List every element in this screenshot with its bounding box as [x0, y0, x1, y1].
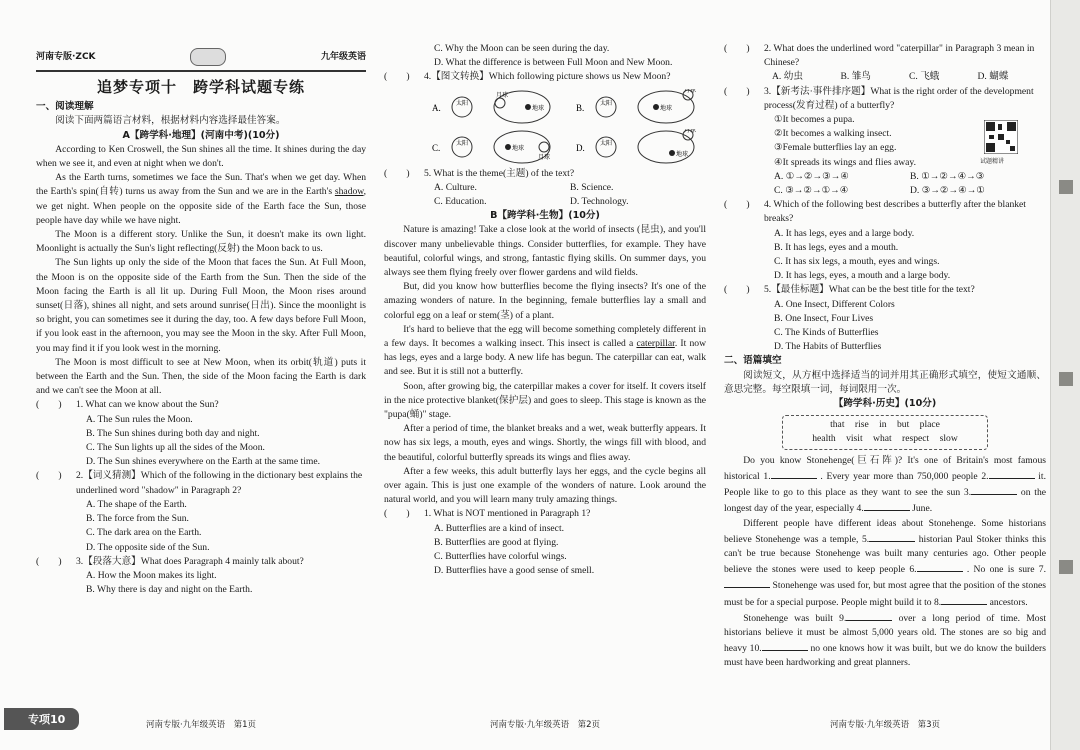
option: D. What the difference is between Full Moon and New Moon. — [434, 57, 673, 69]
option-row — [724, 70, 1046, 84]
page-footer: 河南专版·九年级英语 第3页 — [829, 719, 941, 730]
moon-diagram-b — [576, 89, 706, 125]
answer-blank[interactable]: ( ) — [384, 167, 410, 179]
edge-tab — [1059, 560, 1073, 574]
column-1 — [36, 0, 366, 750]
option: A. ①→②→③→④ — [774, 170, 849, 182]
cloze-paragraph: Stonehenge was built 9. over a long period of time. Most historians believe it must be almost 5,000 years old. The stones are so big and heavy 10. no one knows how it was built, but we do know the builders must have been hardworking and great planners. — [724, 610, 1046, 671]
question — [36, 398, 366, 412]
part-a-label: A【跨学科·地理】(河南中考)(10分) — [122, 129, 280, 141]
step: ③Female butterflies lay an egg. — [774, 142, 897, 154]
section-1-heading: 一、阅读理解 — [36, 101, 94, 113]
option: C. 飞蛾 — [909, 71, 940, 83]
option: D. The Sun shines everywhere on the Earth at the same time. — [86, 456, 321, 468]
moon-label: 月球 — [496, 92, 509, 99]
moon-label: 月球 — [538, 154, 551, 161]
option: B. It has legs, eyes and a mouth. — [774, 241, 899, 253]
answer-blank[interactable]: ( ) — [36, 555, 62, 567]
step: ①It becomes a pupa. — [774, 114, 855, 126]
cloze-blank[interactable] — [771, 468, 817, 479]
question — [36, 469, 366, 497]
paragraph: After a period of time, the blanket breaks and a wet, weak butterfly appears. It now has six legs, a mouth, eyes and wings. Shortly, the wings fill with blood, and the beautiful, colorful butterfly spreads its wings and flies away. — [384, 423, 706, 463]
paragraph: The Moon is a different story. Unlike the Sun, it doesn't make its own light. Moonlight is actually the Sun's light reflecting(反射) the Moon back to us. — [36, 229, 366, 255]
option: D. The opposite side of the Sun. — [86, 541, 210, 553]
earth-label: 地球 — [532, 105, 545, 112]
question — [724, 85, 1046, 113]
question-stem: 3.【段落大意】What does Paragraph 4 mainly talk about? — [76, 555, 304, 567]
answer-blank[interactable]: ( ) — [724, 85, 750, 97]
paragraph: The Sun lights up only the side of the Moon that faces the Sun. At Full Moon, the Moon is on the opposite side of the Earth from the Sun. Then the side of the Moon facing the Earth is all lit up. During Full Moon, the Moon rises around sunset(日落), shines all night, and sets around sunrise(日出). Since the moonlight is so bright, you can sometimes see it during the day, too. A few days before Full Moon, if you look east in the afternoon, you may see the Moon in the sky. After Full Moon, you may find it if you look west in the morning. — [36, 257, 366, 354]
edge-tab — [1059, 372, 1073, 386]
word-bank-line: health visit what respect slow — [812, 433, 958, 445]
cloze-blank[interactable] — [989, 468, 1035, 479]
word-bank-line: that rise in but place — [830, 419, 940, 431]
header-bar — [36, 44, 366, 72]
option: C. It has six legs, a mouth, eyes and wings. — [774, 256, 940, 268]
sun-label: 太阳 — [456, 140, 469, 147]
question-stem: 2. What does the underlined word "caterpillar" in Paragraph 3 mean in Chinese? — [764, 43, 1035, 69]
moon-diagram-a — [432, 89, 562, 125]
question — [724, 283, 1046, 297]
header-left: 河南专版·ZCK — [36, 51, 96, 62]
paragraph: As the Earth turns, sometimes we face the Sun. That's when we get day. When the Earth's spin(自转) turns us away from the Sun and we are in the Earth's shadow, we get night. When people on the opposite side of the Earth face the Sun, those people have day while we have night. — [36, 172, 366, 226]
moon-diagram-d — [576, 129, 706, 165]
option: B. Science. — [570, 181, 614, 193]
answer-blank[interactable]: ( ) — [384, 508, 410, 520]
cloze-blank[interactable] — [869, 531, 915, 542]
answer-blank[interactable]: ( ) — [724, 43, 750, 54]
question-stem: 3.【新考法·事件排序题】What is the right order of the development process(发育过程) of a butterfly? — [764, 85, 1034, 111]
option: C. Butterflies have colorful wings. — [434, 551, 567, 563]
option: A. How the Moon makes its light. — [86, 569, 217, 581]
sun-label: 太阳 — [600, 100, 613, 107]
question-stem: 1. What can we know about the Sun? — [76, 399, 219, 411]
paragraph: Nature is amazing! Take a close look at the world of insects (昆虫), and you'll discover many unbelievable things. Consider butterflies, for example. They have beautiful, colorful wings, and strong, fantastic flying skills. On summer days, you always see them flying freely over flower gardens and wild fields. — [384, 224, 706, 279]
cloze-paragraph: Do you know Stonehenge(巨石阵)? It's one of Britain's most famous historical 1. . Every year more than 750,000 people 2. it. People like to go to this place as they want to see the sun 3. on the longest day of the year, especially 4. June. — [724, 454, 1046, 515]
picture-row — [384, 89, 706, 125]
answer-blank[interactable]: ( ) — [724, 284, 750, 296]
option: C. The Sun lights up all the sides of the Moon. — [86, 442, 265, 454]
page-footer: 河南专版·九年级英语 第2页 — [489, 719, 601, 730]
question-stem: 5.【最佳标题】What can be the best title for the text? — [764, 284, 975, 296]
question — [384, 507, 706, 521]
adjacent-page-edge — [1050, 0, 1080, 750]
question — [384, 167, 706, 181]
option-letter: B. — [576, 102, 585, 113]
word-bank — [782, 415, 988, 449]
question — [384, 70, 706, 84]
paragraph: The Moon is most difficult to see at New Moon, when its orbit(轨道) puts it between the Earth and the Sun. Then, the side of the Moon facing the Earth is dark and we can't see the Moon at all. — [36, 356, 366, 397]
option: A. The Sun rules the Moon. — [86, 413, 193, 425]
question-stem: 5. What is the theme(主题) of the text? — [424, 167, 575, 179]
page-footer: 河南专版·九年级英语 第1页 — [145, 719, 257, 730]
cloze-blank[interactable] — [971, 484, 1017, 495]
option-row — [384, 181, 706, 195]
option: D. Butterflies have a good sense of smell. — [434, 565, 595, 577]
option: B. One Insect, Four Lives — [774, 312, 874, 324]
section-tag: 专项10 — [4, 708, 79, 730]
step: ②It becomes a walking insect. — [774, 128, 892, 140]
option: D. ③→②→④→① — [910, 185, 985, 197]
question-stem: 4.【图文转换】Which following picture shows us New Moon? — [424, 71, 671, 83]
moon-diagram-c — [432, 129, 562, 165]
option: B. ①→②→④→③ — [910, 170, 985, 182]
cloze-blank[interactable] — [724, 577, 770, 588]
answer-blank[interactable]: ( ) — [384, 71, 410, 83]
option: A. The shape of the Earth. — [86, 498, 187, 510]
option-letter: C. — [432, 142, 441, 153]
earth-label: 地球 — [512, 145, 525, 152]
question — [36, 555, 366, 569]
cloze-blank[interactable] — [941, 594, 987, 605]
cloze-paragraph: Different people have different ideas about Stonehenge. Some historians believe Stonehenge was a temple, 5. historian Paul Stoker thinks this can't be true because Stonehenge was built many centuries ago. Other people believe the stones were used to keep people 6. . No one is sure 7. Stonehenge was used for, but most agree that the position of the stones must be for a special purpose. People might build it to 8. ancestors. — [724, 517, 1046, 608]
option: A. Butterflies are a kind of insect. — [434, 522, 565, 534]
underlined-word: shadow — [334, 186, 364, 198]
paragraph: But, did you know how butterflies become the flying insects? It's one of the amazing wonders of nature. In the beginning, female butterflies lay a small and colorful egg on a leaf or stem(茎) of a plant. — [384, 281, 706, 321]
step: ④It spreads its wings and flies away. — [774, 156, 916, 168]
option: B. The force from the Sun. — [86, 513, 189, 525]
option: C. The dark area on the Earth. — [86, 527, 202, 539]
option-row — [724, 170, 1046, 184]
cloze-blank[interactable] — [917, 561, 963, 572]
moon-label: 月球 — [684, 88, 697, 94]
option: B. The Sun shines during both day and night. — [86, 427, 260, 439]
option: C. Education. — [434, 196, 487, 208]
answer-blank[interactable]: ( ) — [724, 199, 750, 211]
section-1-instruction: 阅读下面两篇语言材料，根据材料内容选择最佳答案。 — [55, 115, 286, 127]
picture-row — [384, 129, 706, 165]
column-3 — [724, 0, 1046, 750]
option: A. One Insect, Different Colors — [774, 298, 895, 310]
option: A. 幼虫 — [772, 71, 803, 83]
question-stem: 1. What is NOT mentioned in Paragraph 1? — [424, 508, 591, 520]
moon-label: 月球 — [684, 128, 697, 134]
answer-blank[interactable]: ( ) — [36, 399, 62, 411]
qr-code-icon[interactable] — [984, 120, 1018, 154]
column-2 — [384, 0, 706, 750]
option: D. Technology. — [570, 196, 629, 208]
header-right: 九年级英语 — [320, 51, 366, 62]
option: B. 雏鸟 — [840, 71, 871, 83]
section-2-instruction: 阅读短文，从方框中选择适当的词并用其正确形式填空，使短文通顺、意思完整。每空限填一词，每词限用一次。 — [724, 369, 1046, 395]
option: C. The Kinds of Butterflies — [774, 327, 879, 339]
paragraph: According to Ken Croswell, the Sun shines all the time. It shines during the day when we see it, and even at night when we don't. — [36, 143, 366, 170]
earth-label: 地球 — [660, 105, 673, 112]
option: D. 蝴蝶 — [977, 71, 1009, 83]
cloze-blank[interactable] — [762, 640, 808, 651]
section-2-heading: 二、语篇填空 — [724, 355, 782, 367]
edge-tab — [1059, 180, 1073, 194]
option-letter: D. — [576, 142, 585, 153]
option: B. Butterflies are good at flying. — [434, 536, 559, 548]
qr-label: 试题精讲 — [980, 158, 1005, 165]
cloze-blank[interactable] — [864, 500, 910, 511]
answer-blank[interactable]: ( ) — [36, 470, 62, 482]
paragraph: It's hard to believe that the egg will become something completely different in a few days. It becomes a walking insect. This insect is called a caterpillar. It now has legs, eyes and a large body. A new life has begun. The caterpillar can eat, walk and see. But it is still not a butterfly. — [384, 323, 706, 378]
option: C. Why the Moon can be seen during the day. — [434, 43, 610, 54]
logo-icon — [190, 48, 226, 66]
page-title: 追梦专项十 跨学科试题专练 — [96, 78, 305, 96]
paragraph: After a few weeks, this adult butterfly lays her eggs, and the cycle begins all over again. This is just one example of the wonders of nature. Look around the natural world, and you will learn many truly amazing things. — [384, 465, 706, 506]
option: A. It has legs, eyes and a large body. — [774, 227, 915, 239]
underlined-word: caterpillar — [636, 338, 675, 350]
option-row — [384, 195, 706, 209]
cloze-blank[interactable] — [846, 610, 892, 621]
paragraph: Soon, after growing big, the caterpillar makes a cover for itself. It covers itself in the nice protective blanket(保护层) and goes to sleep. This stage is known as the "pupa(蛹)" stage. — [384, 380, 706, 421]
question — [724, 42, 1046, 70]
option: D. The Habits of Butterflies — [774, 341, 882, 353]
option-letter: A. — [432, 102, 441, 113]
part-c-label: 【跨学科·历史】(10分) — [833, 398, 937, 410]
part-b-label: B【跨学科·生物】(10分) — [490, 210, 600, 222]
option: B. Why there is day and night on the Earth. — [86, 584, 253, 596]
option: C. ③→②→①→④ — [774, 185, 849, 197]
earth-label: 地球 — [676, 151, 689, 158]
option: D. It has legs, eyes, a mouth and a large body. — [774, 270, 951, 282]
option: A. Culture. — [434, 181, 477, 193]
sun-label: 太阳 — [456, 100, 469, 107]
question — [724, 198, 1046, 226]
option-row — [724, 184, 1046, 198]
question-stem: 2.【词义猜测】Which of the following in the dictionary best explains the underlined word "shadow" in Paragraph 2? — [76, 470, 363, 496]
sun-label: 太阳 — [600, 140, 613, 147]
question-stem: 4. Which of the following best describes a butterfly after the blanket breaks? — [764, 199, 1026, 225]
